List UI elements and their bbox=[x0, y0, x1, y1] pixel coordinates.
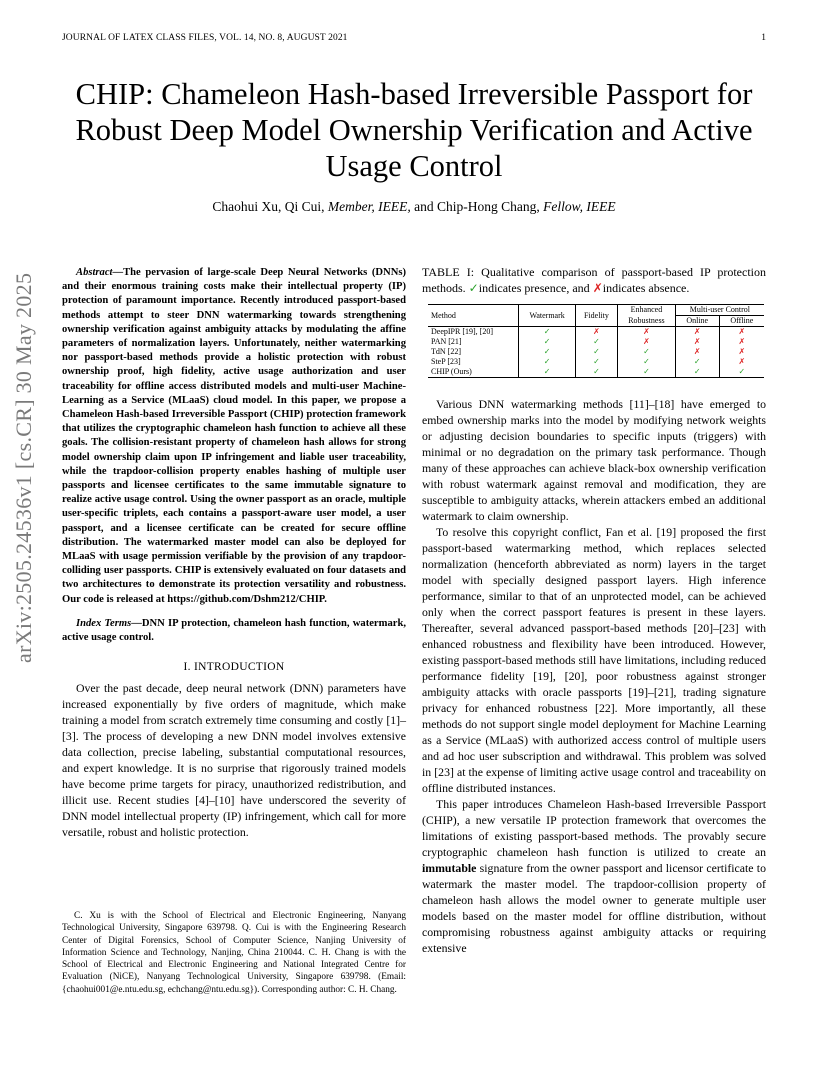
check-icon: ✓ bbox=[693, 357, 701, 366]
author-names-2: and Chip-Hong Chang, bbox=[410, 199, 544, 214]
author-role-1: Member, IEEE, bbox=[327, 199, 411, 214]
table-row bbox=[428, 327, 764, 338]
left-column bbox=[62, 266, 406, 840]
table-cell bbox=[719, 367, 764, 378]
abstract-label: Abstract bbox=[76, 267, 113, 278]
table-caption-end: indicates absence. bbox=[602, 281, 690, 295]
table-cell bbox=[719, 357, 764, 367]
table-cell bbox=[618, 357, 676, 367]
author-line bbox=[40, 199, 788, 215]
cross-icon: ✗ bbox=[693, 347, 701, 356]
check-icon: ✓ bbox=[543, 367, 551, 376]
th-online: Online bbox=[675, 316, 719, 327]
table-cell bbox=[519, 347, 575, 357]
th-offline: Offline bbox=[719, 316, 764, 327]
table-cell bbox=[575, 347, 617, 357]
table-caption bbox=[422, 264, 766, 296]
index-terms-text: —DNN IP protection, chameleon hash function, watermark, active usage control. bbox=[62, 617, 406, 644]
table-row bbox=[428, 337, 764, 347]
table-caption-mid: indicates presence, and bbox=[478, 281, 593, 295]
check-icon: ✓ bbox=[643, 357, 650, 366]
th-multi-user: Multi-user Control bbox=[689, 305, 751, 314]
author-names-1: Chaohui Xu, Qi Cui, bbox=[212, 199, 328, 214]
table-cell bbox=[618, 347, 676, 357]
check-icon: ✓ bbox=[593, 347, 600, 356]
p4-text-a: This paper introduces Chameleon Hash-based Irreversible Passport (CHIP), a new versatile IP protection framework that overcomes the limitations of existing passport-based methods. The provably secure cryptographic chameleon hash function is utilized to create an bbox=[422, 797, 766, 859]
table-cell-method: TdN [22] bbox=[428, 347, 519, 357]
table-cell bbox=[675, 337, 719, 347]
check-icon: ✓ bbox=[738, 367, 746, 376]
check-icon: ✓ bbox=[543, 327, 551, 336]
table-cell bbox=[618, 327, 676, 338]
cross-icon: ✗ bbox=[738, 327, 746, 336]
intro-paragraph-3: To resolve this copyright conflict, Fan et al. [19] proposed the first passport-based watermarking method, which replaces selected normalization (henceforth abbreviated as norm) layers in the target model with specially designed passport layers. High inference performance, similar to that of an unprotected model, can be achieved only when the correct passport features is present in these layers. Thereafter, several advanced passport-based methods [20]–[23] with enhanced robustness and flexibility have been introduced. However, existing passport-based methods still have limitations, including reduced performance fidelity [19], [20], poor robustness against stronger ambiguity attacks with oracle passports [19]–[21], trading signature privacy for enhanced robustness [22]. More importantly, all these methods do not support single model deployment for Machine Learning as a Service (MLaaS) with authorized access control of multiple users and ad hoc user subscription and withdrawal. This problem was solved in [23] at the expense of limiting active usage control and traceability on offline distributed instances. bbox=[422, 525, 766, 795]
table-cell bbox=[519, 337, 575, 347]
table-cell bbox=[575, 357, 617, 367]
cross-icon: ✗ bbox=[693, 327, 701, 336]
abstract bbox=[62, 266, 406, 607]
table-cell bbox=[719, 347, 764, 357]
th-watermark: Watermark bbox=[519, 305, 575, 327]
table-cell bbox=[675, 327, 719, 338]
table-cell-method: SteP [23] bbox=[428, 357, 519, 367]
index-terms bbox=[62, 617, 406, 645]
intro-paragraph-1: Over the past decade, deep neural network (DNN) parameters have increased exponentially by five orders of magnitude, which make training a model from scratch extremely time consuming and costly [1]–[3]. The process of developing a new DNN model involves extensive data collection, precise labeling, substantial computational resources, and expert knowledge. It is no surprise that rigorously trained models have become prime targets for piracy, unauthorized redistribution, and illicit use. Recent studies [4]–[10] have underscored the severity of DNN model intellectual property (IP) infringement, which call for more versatile, robust and holistic protection. bbox=[62, 681, 406, 840]
table-cell-method: DeepIPR [19], [20] bbox=[428, 327, 519, 338]
cross-icon: ✗ bbox=[643, 327, 650, 336]
intro-paragraph-4 bbox=[422, 796, 766, 956]
table-cell bbox=[575, 367, 617, 378]
abstract-text: —The pervasion of large-scale Deep Neural Networks (DNNs) and their enormous training costs make their intellectual property (IP) protection of paramount importance. Recently introduced passport-based methods attempt to steer DNN watermarking towards strengthening ownership verification against ambiguity attacks by modulating the affine parameters of normalization layers. Unfortunately, neither watermarking nor passport-based methods provide a holistic protection with robust ownership proof, high fidelity, active usage authorization and user traceability for offline access distributed models and multi-user Machine-Learning as a Service (MLaaS) cloud model. In this paper, we propose a Chameleon Hash-based Irreversible Passport (CHIP) protection framework that utilizes the cryptographic chameleon hash function to achieve all these goals. The collision-resistant property of chameleon hash allows for strong model ownership claim upon IP infringement and liable user traceability, while the trapdoor-collision property enables hashing of multiple user passports and licensee certificates to the same immutable signature to realize active usage control. Using the owner passport as an oracle, multiple user-specific triplets, each contains a passport-aware user model, a user passport, and a licensee certificate can be created for secure offline distribution. The watermarked master model can also be deployed for MLaaS with usage permission verifiable by the provision of any trapdoor-colliding user passports. CHIP is extensively evaluated on four datasets and two architectures to demonstrate its protection versatility and robustness. Our code is released at https://github.com/Dshm212/CHIP. bbox=[62, 267, 406, 605]
check-icon: ✓ bbox=[693, 367, 701, 376]
th-method: Method bbox=[428, 305, 519, 327]
section-heading-introduction: I. INTRODUCTION bbox=[183, 661, 285, 674]
table-row bbox=[428, 357, 764, 367]
right-column-text bbox=[422, 396, 766, 956]
table-row bbox=[428, 367, 764, 378]
arxiv-identifier[interactable]: arXiv:2505.24536v1 [cs.CR] 30 May 2025 bbox=[11, 272, 36, 663]
table-cell bbox=[575, 337, 617, 347]
table-cell bbox=[519, 327, 575, 338]
table-caption-prefix: TABLE I: Qualitative comparison of passport-based IP protection methods. bbox=[422, 265, 766, 295]
table-cell bbox=[719, 327, 764, 338]
author-role-2: Fellow, IEEE bbox=[543, 199, 616, 214]
check-icon: ✓ bbox=[543, 357, 551, 366]
cross-icon: ✗ bbox=[738, 337, 746, 346]
cross-icon: ✗ bbox=[593, 327, 600, 336]
table-cell bbox=[618, 337, 676, 347]
check-icon: ✓ bbox=[643, 367, 650, 376]
footnote-text: C. Xu is with the School of Electrical and Electronic Engineering, Nanyang Technological University, Singapore 639798. Q. Cui is with the Engineering Research Center of Digital Forensics, School of Computer Science, Nanjing University of Information Science and Technology, Nanjing, China 210044. C. H. Chang is with the School of Electrical and Electronic Engineering and National Integrated Centre for Evaluation (NiCE), Nanyang Technological University, Singapore 639798. (Email: {chaohui001@e.ntu.edu.sg, echchang@ntu.edu.sg}). Corresponding author: C. H. Chang. bbox=[62, 911, 406, 995]
table-row bbox=[428, 347, 764, 357]
table-body bbox=[428, 327, 764, 378]
table-cell bbox=[519, 357, 575, 367]
cross-icon: ✗ bbox=[643, 337, 650, 346]
table-cell bbox=[719, 337, 764, 347]
p4-text-b: signature from the owner passport and licensor certificate to watermark the master model. The trapdoor-collision property of chameleon hash allows the model owner to generate multiple user models based on the master model for offline distribution, without compromising robustness against ambiguity attacks or requiring extensive bbox=[422, 861, 766, 955]
check-icon: ✓ bbox=[468, 281, 479, 295]
check-icon: ✓ bbox=[543, 337, 551, 346]
page-number: 1 bbox=[761, 33, 766, 43]
author-footnote bbox=[62, 910, 406, 996]
table-cell bbox=[618, 367, 676, 378]
check-icon: ✓ bbox=[593, 337, 600, 346]
th-fidelity: Fidelity bbox=[575, 305, 617, 327]
th-robustness: Robustness bbox=[618, 316, 676, 327]
table-cell bbox=[575, 327, 617, 338]
table-cell bbox=[675, 347, 719, 357]
check-icon: ✓ bbox=[543, 347, 551, 356]
table-cell bbox=[519, 367, 575, 378]
table-cell-method: PAN [21] bbox=[428, 337, 519, 347]
check-icon: ✓ bbox=[593, 367, 600, 376]
cross-icon: ✗ bbox=[738, 347, 746, 356]
check-icon: ✓ bbox=[643, 347, 650, 356]
table-cell bbox=[675, 367, 719, 378]
table-cell bbox=[675, 357, 719, 367]
intro-paragraph-2: Various DNN watermarking methods [11]–[18] have emerged to embed ownership marks into the model by modifying network weights or adjusting decision boundaries to specific inputs (triggers) with minimal or no degradation on the primary task performance. Though many of these approaches can achieve black-box ownership verification with robust watermark against removal and modification, they are susceptible to ambiguity attacks, wherein attackers embed an additional watermark to claim ownership. bbox=[422, 397, 766, 523]
comparison-table bbox=[428, 304, 764, 378]
table-cell-method: CHIP (Ours) bbox=[428, 367, 519, 378]
p4-bold: immutable bbox=[422, 861, 477, 875]
running-header: JOURNAL OF LATEX CLASS FILES, VOL. 14, NO. 8, AUGUST 2021 bbox=[62, 33, 348, 43]
check-icon: ✓ bbox=[593, 357, 600, 366]
th-enhanced: Enhanced bbox=[618, 305, 676, 316]
cross-icon: ✗ bbox=[738, 357, 746, 366]
right-column bbox=[422, 264, 766, 956]
paper-title: CHIP: Chameleon Hash-based Irreversible Passport for Robust Deep Model Ownership Verification and Active Usage Control bbox=[75, 77, 753, 183]
cross-icon: ✗ bbox=[693, 337, 701, 346]
cross-icon: ✗ bbox=[592, 281, 603, 295]
index-terms-label: Index Terms bbox=[76, 617, 132, 629]
